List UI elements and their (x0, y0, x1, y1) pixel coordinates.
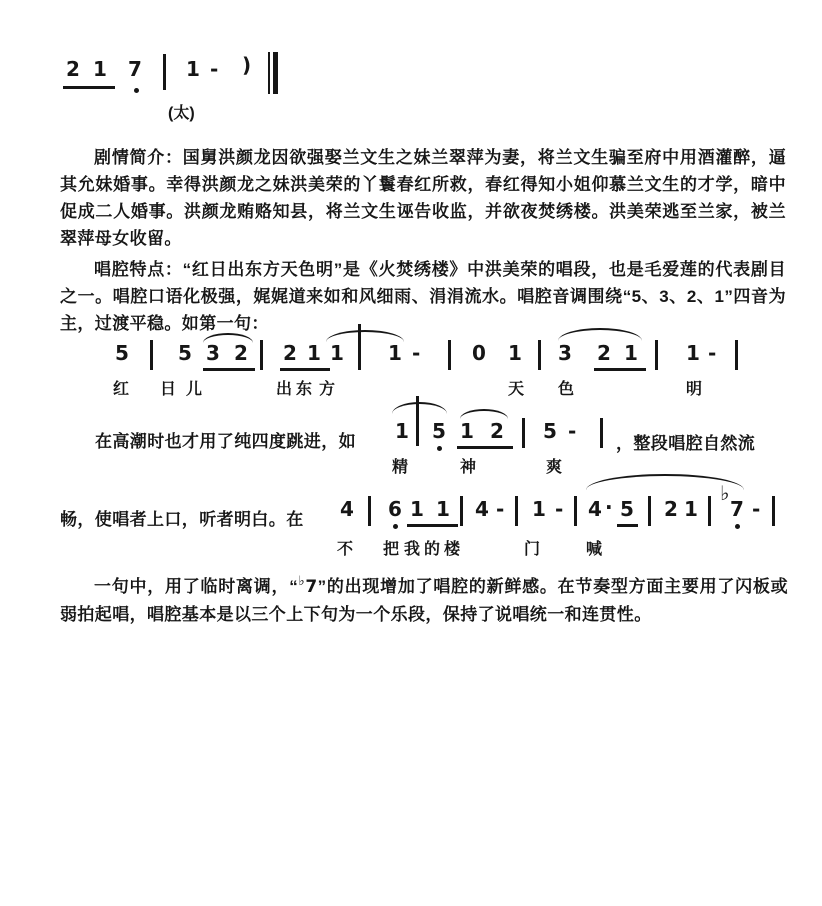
lyric: 明 (686, 381, 703, 398)
lyric: 东 (296, 381, 313, 398)
barline (708, 496, 711, 526)
lyric: 楼 (444, 541, 461, 558)
low-octave-dot (393, 524, 398, 529)
barline (538, 340, 541, 370)
beam-underline (594, 368, 646, 371)
duration-dash: - (412, 341, 421, 365)
duration-dash: - (210, 57, 219, 81)
note: 7 (730, 497, 744, 521)
closing-paragraph (60, 567, 788, 628)
lyric: 出 (276, 381, 293, 398)
beam-underline (203, 368, 255, 371)
note: 1 (388, 341, 402, 365)
final-double-barline (268, 52, 278, 94)
duration-dash: - (752, 497, 761, 521)
note: 2 (490, 419, 504, 443)
note: 1 (307, 341, 321, 365)
duration-dash: - (496, 497, 505, 521)
note: 5 (178, 341, 192, 365)
note: 1 (624, 341, 638, 365)
music-line-top (58, 52, 298, 132)
note: 1 (410, 497, 424, 521)
lyric: 方 (319, 381, 336, 398)
lyric: 我 (404, 541, 421, 558)
lyric: 不 (337, 541, 354, 558)
climax-text-before: 在高潮时也才用了纯四度跳进，如 (95, 432, 356, 451)
lyric: 色 (558, 381, 575, 398)
duration-dash: - (568, 419, 577, 443)
lyric: 神 (460, 459, 477, 476)
features-text: “红日出东方天色明”是《火焚绣楼》中洪美荣的唱段，也是毛爱莲的代表剧目之一。唱腔口语化极强，娓娓道来如和风细雨、涓涓流水。唱腔音调围绕“5、3、2、1”四音为主，过渡平稳。如第一句： (60, 260, 787, 333)
synopsis-text: 国舅洪颜龙因欲强娶兰文生之妹兰翠萍为妻，将兰文生骗至府中用酒灌醉，逼其允妹婚事。幸得洪颜龙之妹洪美荣的丫鬟春红所救，春红得知小姐仰慕兰文生的才学，暗中促成二人婚事。洪颜龙贿赂知县，将兰文生诬告收监，并欲夜焚绣楼。洪美荣逃至兰家，被兰翠萍母女收留。 (60, 148, 786, 248)
note: 2 (234, 341, 248, 365)
features-label: 唱腔特点： (94, 260, 183, 279)
lyric: 爽 (546, 459, 563, 476)
note: 4 (475, 497, 489, 521)
note: 6 (388, 497, 402, 521)
low-octave-dot (134, 88, 139, 93)
note: 1 (460, 419, 474, 443)
note: 5 (432, 419, 446, 443)
beam-underline (407, 524, 458, 527)
lyric: 精 (392, 459, 409, 476)
music-line-climax (380, 396, 615, 480)
note: 1 (436, 497, 450, 521)
note: 1 (395, 419, 409, 443)
note: 5 (620, 497, 634, 521)
lyric: 的 (424, 541, 441, 558)
barline (163, 54, 166, 90)
flat-sign: ♭ (298, 573, 306, 588)
barline (368, 496, 371, 526)
duration-dash: - (708, 341, 717, 365)
closing-text-start: 一句中，用了临时离调，“ (94, 577, 299, 596)
slur-arc (460, 409, 508, 419)
note: 1 (330, 341, 344, 365)
note: 1 (532, 497, 546, 521)
closing-paren: ) (242, 53, 252, 77)
note: 7 (128, 57, 142, 81)
note: 2 (66, 57, 80, 81)
barline (515, 496, 518, 526)
lyric: 儿 (186, 381, 203, 398)
note: 1 (686, 341, 700, 365)
low-octave-dot (437, 446, 442, 451)
flat-seven-notation (298, 573, 318, 597)
flat-sign: ♭ (720, 481, 730, 505)
note: 2 (283, 341, 297, 365)
barline (648, 496, 651, 526)
note: 5 (543, 419, 557, 443)
note: 1 (93, 57, 107, 81)
seven-digit: 7 (305, 577, 318, 597)
music-line-phrase3 (332, 474, 812, 562)
note: 1 (508, 341, 522, 365)
climax-text-after: ，整段唱腔自然流 (616, 434, 756, 453)
note: 4 (340, 497, 354, 521)
tie-arc (392, 402, 447, 414)
lyric: 日 (160, 381, 177, 398)
barline (772, 496, 775, 526)
barline (448, 340, 451, 370)
note: 4 (588, 497, 602, 521)
barline (655, 340, 658, 370)
features-paragraph (60, 256, 786, 337)
lyric: 把 (383, 541, 400, 558)
beam-underline (457, 446, 513, 449)
phrase3-text-before: 畅，使唱者上口，听者明白。在 (60, 510, 304, 529)
duration-dash: - (555, 497, 564, 521)
barline (260, 340, 263, 370)
barline (150, 340, 153, 370)
low-octave-dot (735, 524, 740, 529)
rest-note: 0 (472, 341, 486, 365)
closing-text-end: ”的出现增加了唱腔的新鲜感。在节奏型方面主要用了闪板或弱拍起唱，唱腔基本是以三个上下句为一个乐段，保持了说唱统一和连贯性。 (60, 577, 788, 624)
lyric: 红 (113, 381, 130, 398)
beam-underline (280, 368, 330, 371)
augmentation-dot: · (605, 495, 613, 519)
note: 2 (597, 341, 611, 365)
note: 3 (206, 341, 220, 365)
beam-underline (617, 524, 638, 527)
barline (522, 418, 525, 448)
lyric: 门 (524, 541, 541, 558)
synopsis-label: 剧情简介： (94, 148, 183, 167)
lyric: 喊 (586, 541, 603, 558)
phrase-slur-arc (586, 474, 744, 490)
note: 3 (558, 341, 572, 365)
lyric: 天 (508, 381, 525, 398)
barline (735, 340, 738, 370)
note: 1 (684, 497, 698, 521)
music-line-phrase1 (100, 336, 755, 400)
note: 2 (664, 497, 678, 521)
barline (574, 496, 577, 526)
note: 5 (115, 341, 129, 365)
lyric: (太) (168, 105, 195, 122)
barline (460, 496, 463, 526)
barline (600, 418, 603, 448)
note: 1 (186, 57, 200, 81)
synopsis-paragraph (60, 144, 786, 252)
beam-underline (63, 86, 115, 89)
